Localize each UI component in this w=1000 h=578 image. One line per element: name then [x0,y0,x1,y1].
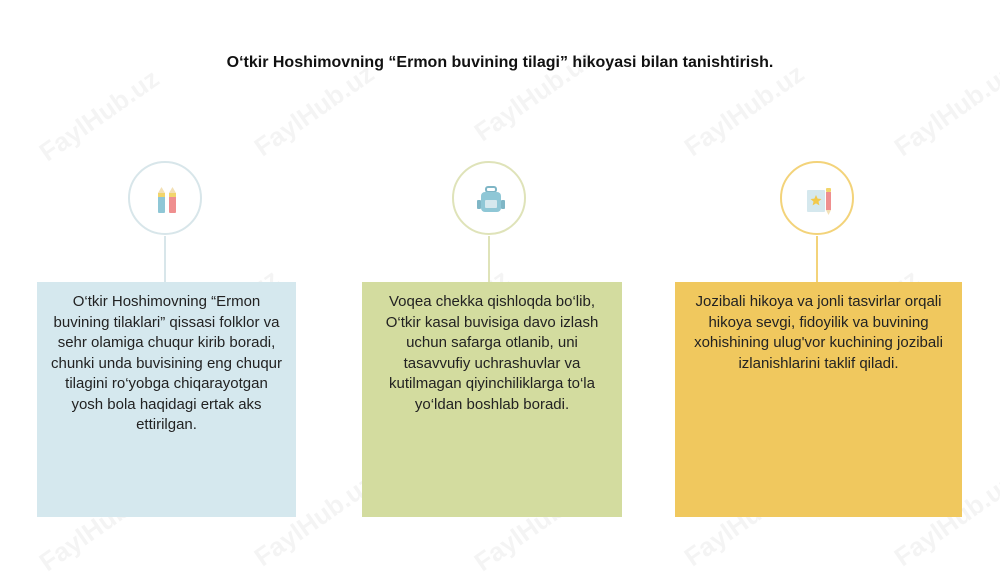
watermark [34,63,165,168]
icon-circle [128,161,202,235]
info-card: Jozibali hikoya va jonli tasvirlar orqali hikoya sevgi, fidoyilik va buvining xohishining ulug'vor kuchining jozibali izlanishlarini taklif qiladi. [675,282,962,517]
watermark [249,58,380,163]
connector-line [488,236,490,283]
icon-circle [780,161,854,235]
connector-line [164,236,166,283]
watermark [889,58,1000,163]
slide-title: O‘tkir Hoshimovning “Ermon buvining tilagi” hikoyasi bilan tanishtirish. [226,54,774,71]
backpack-icon [475,184,507,216]
icon-circle [452,161,526,235]
info-card: O‘tkir Hoshimovning “Ermon buvining tilaklari” qissasi folklor va sehr olamiga chuqur kirib boradi, chunki unda buvisining eng chuqur tilagini ro‘yobga chiqarayotgan yosh bola haqidagi ertak aks ettirilgan. [37,282,296,517]
colored-pencils-icon [151,184,183,216]
drawing-pencil-icon [803,184,835,216]
connector-line [816,236,818,283]
watermark [679,58,810,163]
info-card: Voqea chekka qishloqda bo‘lib, O‘tkir kasal buvisiga davo izlash uchun safarga otlanib, uni tasavvufiy uchrashuvlar va kutilmagan qiyinchiliklarga to‘la yo‘ldan boshlab boradi. [362,282,622,517]
